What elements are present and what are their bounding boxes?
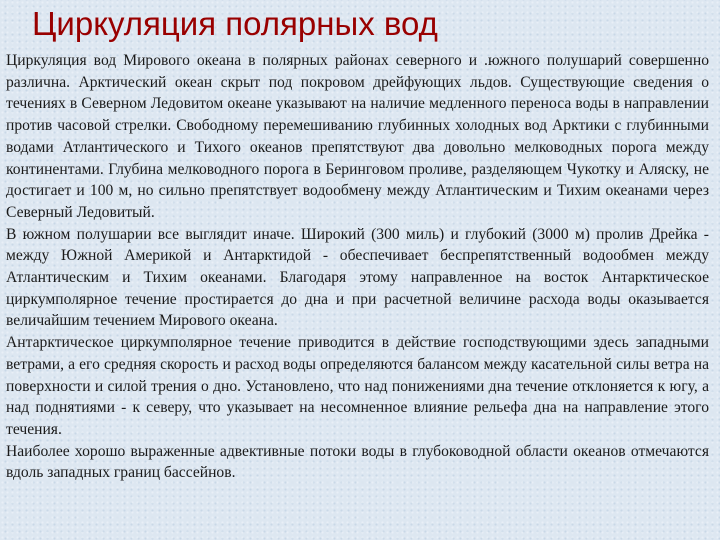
- slide-title: Циркуляция полярных вод: [32, 5, 438, 42]
- slide-body: [6, 50, 709, 484]
- paragraph-southern-hemisphere: В южном полушарии все выглядит иначе. Широкий (300 миль) и глубокий (3000 м) пролив Дрейка - между Южной Америкой и Антарктидой - обеспечивает беспрепятственный водообмен между Атлантическим и Тихим океанами. Благодаря этому направленное на восток Антарктическое циркумполярное течение простирается до дна и при расчетной величине расхода воды оказывается величайшим течением Мирового океана.: [6, 225, 709, 330]
- paragraph-antarctic-current: Антарктическое циркумполярное течение приводится в действие господствующими здесь западными ветрами, а его средняя скорость и расход воды определяются балансом между касательной силы ветра на поверхности и силой трения о дно. Установлено, что над понижениями дна течение отклоняется к югу, а над поднятиями - к северу, что указывает на несомненное влияние рельефа дна на направление этого течения.: [6, 334, 709, 438]
- paragraph-advective-flows: Наиболее хорошо выраженные адвективные потоки воды в глубоководной области океанов отмечаются вдоль западных границ бассейнов.: [6, 442, 709, 482]
- paragraph-arctic: Циркуляция вод Мирового океана в полярных районах северного и .южного полушарий совершенно различна. Арктический океан скрыт под покровом дрейфующих льдов. Существующие сведения о течениях в Северном Ледовитом океане указывают на наличие медленного переноса воды в направлении против часовой стрелки. Свободному перемешиванию глубинных холодных вод Арктики с глубинными водами Атлантического и Тихого океанов препятствуют два довольно мелководных порога между континентами. Глубина мелководного порога в Беринговом проливе, разделяющем Чукотку и Аляску, не достигает и 100 м, но сильно препятствует водообмену между Атлантическим и Тихим океанами через Северный Ледовитый.: [6, 52, 709, 221]
